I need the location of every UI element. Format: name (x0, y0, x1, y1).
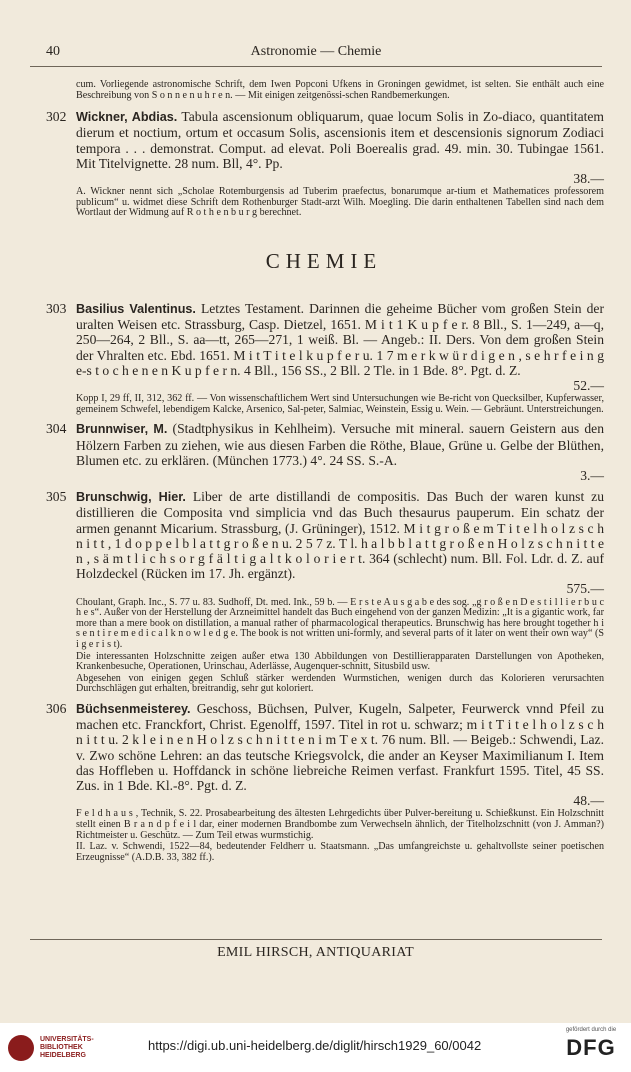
viewer-bottom-bar (0, 1023, 631, 1072)
entry-number: 304 (46, 421, 67, 437)
entry-text (44, 301, 604, 393)
entry-description: Letztes Testament. Darinnen die geheime Bücher vom großen Stein der uralten Weisen etc. Strassburg, Casp. Dietzel, 1651. M i t 1 K u p f e r. 8 Bll., S. 1—249, a—q, 250—264, 2 Bll., S. aa—tt, 265—271, 1 weiß. Bl. — Angeb.: II. Ders. Von dem großen Stein der Vhralten etc. Ebd. 1651. M i t T i t e l k u p f e r u. 1 7 m e r k w ü r d i g e n , s e h r f e i n g e-s t o c h e n e n K u p f e r n. 4 Bll., 156 SS., 2 Bll. 2 Tle. in 1 Bde. 8°. Pgt. d. Z. (76, 300, 604, 378)
entry-note: Abgesehen von einigen gegen Schluß stärker werdenden Wurmstichen, wenigen durch das Kolorieren verursachten Durchschlägen gut erhalten, breitrandig, sehr gut koloriert. (76, 672, 604, 695)
university-library-logo[interactable] (8, 1033, 118, 1065)
entry-description: (Stadtphysikus in Kehlheim). Versuche mit mineral. sauern Geistern aus den Hölzern Farben zu ziehen, wie aus diesen Farben die Röthe, Blaue, Grüne u. Gelbe der Blüthen, Blumen etc. zu erklären. (München 1773.) 4°. 24 SS. S.-A. (76, 421, 604, 468)
entry-author: Basilius Valentinus. (76, 301, 196, 316)
entry-text (44, 489, 604, 596)
funder-label: gefördert durch die (565, 1027, 617, 1033)
entry-author: Brunnwiser, M. (76, 422, 168, 437)
entry-note: Kopp I, 29 ff, II, 312, 362 ff. — Von wissenschaftlichem Wert sind Untersuchungen wie Be-richt von Quecksilber, Kupferwasser, gemeinem Schwefel, lebendigem Kalcke, Arsenico, Sal-peter, Salmiac, Weinstein, Essig u. Wein. — Gebräunt. Unterstreichungen. (76, 393, 604, 415)
catalog-entry (44, 701, 604, 863)
entry-number: 305 (46, 489, 67, 505)
entry-author: Brunschwig, Hier. (76, 490, 186, 505)
entry-number: 303 (46, 300, 67, 316)
entry-note: F e l d h a u s , Technik, S. 22. Prosabearbeitung des ältesten Lehrgedichts über Pulver-bereitung u. Schießkunst. Ein Holzschnitt stellt einen B r a n d p f e i l dar, einer modernen Brandbombe zum Verwechseln ähnlich, der Titelholzschnitt (von J. Amman?) Richtmeister u. Geschütz. — Zum Teil etwas wurmstichig. (76, 808, 604, 841)
dfg-logo[interactable] (561, 1027, 621, 1069)
entry-description: Liber de arte distillandi de compositis. Das Buch der waren kunst zu distillieren die Composita vnd simplicia vnd das Buch thesaurus pauperum. Ein schatz der armen genannt Micarium. Strassburg, (J. Grüninger), 1512. M i t g r o ß e m T i t e l h o l z s c h n i t t , 1 d o p p e l b l a t t g r o ß e n u. 2 5 7 z. T l. h a l b b l a t t g r o ß e n H o l z s c h n i t t e n , s ä m t l i c h s o r g f ä l t i g a l t k o l o r i e r t. 364 (schlecht) num. Bll. Fol. Ldr. d. Z. auf Holzdeckel (Rücken im 17. Jh. ergänzt). (76, 489, 605, 582)
entry-number: 302 (46, 109, 67, 125)
section-title: CHEMIE (265, 248, 383, 273)
header-rule (30, 66, 602, 67)
entry-text (44, 421, 604, 483)
entry-note: Choulant, Graph. Inc., S. 77 u. 83. Sudhoff, Dt. med. Ink., 59 b. — E r s t e A u s g a b e des sog. „g r o ß e n D e s t i l l i e r b u c h e s“. Außer von der Herstellung der Arzneimittel handelt das Buch eingehend von der ganzen Medizin: „It is a gigantic work, far more than a mere book on distillation, a manual rather of pharmacological therapeutics. Brunschwig has here brought together h i s e n t i r e m e d i c a l k n o w l e d g e. The book is not written uni-formly, and several parts of it later on went their own way“ (S i g e r i s t). (76, 596, 604, 650)
entry-description: Tabula ascensionum obliquarum, quae locum Solis in Zo-diaco, quantitatem dierum et noctium, ortum et occasum Solis, ascensionis item et descensionis signorum Zodiaci tempora . . . demonstrat. Comput. ad elevat. Poli Boerealis grad. 49. min. 30. Tubingae 1561. Mit Titelvignette. 28 num. Bll, 4°. Pp. (76, 109, 604, 171)
entries-chemistry (44, 301, 604, 863)
entry-description: Geschoss, Büchsen, Pulver, Kugeln, Salpeter, Feurwerck vnnd Pfeil zu machen etc. Franckfort, Christ. Egenolff, 1597. Titel in rot u. schwarz; m i t T i t e l h o l z s c h n i t t u. 2 k l e i n e n H o l z s c h n i t t e n i m T e x t. 76 num. Bll. — Beigeb.: Schwendi, Laz. v. Zwo schöne Lehren: an das teutsche Kriegsvolck, die ander an Keyser Maximilianum I. Item das Hoffleben u. Hoffdanck in schöne liebreiche Reimen verfast. Frankfurt 1595. Titel, 45 SS. Zus. in 1 Bde. Kl.-8°. Pgt. d. Z. (76, 700, 604, 793)
entry-number: 306 (46, 700, 67, 716)
permalink-url[interactable]: https://digi.ub.uni-heidelberg.de/diglit/hirsch1929_60/0042 (148, 1038, 482, 1053)
entry-price: 48.— (573, 793, 604, 809)
catalog-entry (44, 301, 604, 415)
catalog-entry (44, 421, 604, 483)
seal-icon (8, 1035, 34, 1061)
entry-price: 3.— (580, 468, 604, 483)
intro-note: cum. Vorliegende astronomische Schrift, dem Iwen Popconi Ufkens in Groningen gewidmet, ist selten. Sie enthält auch eine Beschreibung von S o n n e n u h r e n. — Mit einigen zeitgenössi-schen Randbemerkungen. (76, 79, 604, 101)
page-header (30, 44, 602, 64)
catalog-entry (44, 109, 604, 219)
page-body (44, 80, 604, 863)
footer-publisher: EMIL HIRSCH, ANTIQUARIAT (217, 945, 414, 960)
entry-note: II. Laz. v. Schwendi, 1522—84, bedeutender Feldherr u. Staatsmann. „Das umfangreichste u. gehaltvollste seiner poetischen Erzeugnisse“ (A.D.B. 33, 382 ff.). (76, 841, 604, 863)
entries-astronomy (44, 109, 604, 219)
entry-price: 52.— (573, 378, 604, 393)
entry-price: 38.— (573, 171, 604, 186)
dfg-logo-text: DFG (566, 1035, 616, 1060)
footer-rule (30, 939, 602, 940)
entry-price: 575.— (566, 581, 604, 597)
catalog-entry (44, 489, 604, 695)
entry-note: Die interessanten Holzschnitte zeigen außer etwa 130 Abbildungen von Destillierapparaten Darstellungen von Apotheken, Krankenbesuche, Operationen, Urinschau, Aderlässe, Augenquer-schnitt, Situsbild usw. (76, 650, 604, 673)
entry-note: A. Wickner nennt sich „Scholae Rotemburgensis ad Tuberim praefectus, bonarumque ar-tium et Mathematices professorem publicum“ u. widmet diese Schrift dem Rothenburger Stadt-arzt Wilh. Moegling. Die darin enthaltenen Tabellen sind nach dem Wortlaut der Widmung auf R o t h e n b u r g berechnet. (76, 186, 604, 219)
entry-author: Büchsenmeisterey. (76, 701, 191, 716)
entry-text (44, 701, 604, 808)
entry-text (44, 109, 604, 186)
running-title: Astronomie — Chemie (250, 44, 382, 59)
entry-author: Wickner, Abdias. (76, 110, 178, 125)
institution-name: UNIVERSITÄTS- BIBLIOTHEK HEIDELBERG (40, 1036, 94, 1059)
page-number: 40 (46, 44, 60, 59)
